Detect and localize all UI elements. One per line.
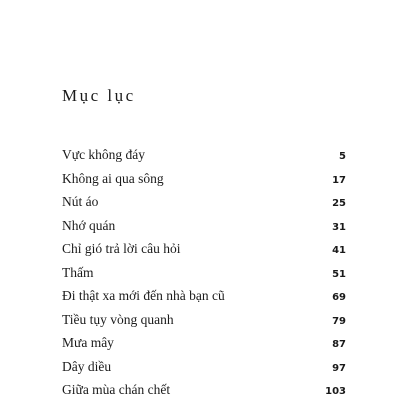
toc-entry — [62, 237, 346, 261]
toc-entry-title: Giữa mùa chán chết — [62, 382, 171, 397]
toc-entry — [62, 167, 346, 191]
toc-list — [62, 143, 346, 402]
toc-entry — [62, 143, 346, 167]
toc-entry-page: 51 — [332, 268, 346, 280]
toc-entry-title: Nút áo — [62, 194, 99, 209]
toc-entry — [62, 378, 346, 402]
toc-entry-title: Chỉ gió trả lời câu hỏi — [62, 241, 181, 256]
toc-entry-page: 41 — [332, 245, 346, 256]
toc-entry-page: 87 — [332, 339, 346, 350]
toc-entry-title: Mưa mây — [62, 335, 114, 350]
toc-entry — [62, 190, 346, 214]
toc-entry-page: 31 — [332, 221, 346, 233]
toc-entry-page: 17 — [332, 174, 346, 186]
toc-entry-page: 25 — [332, 198, 346, 209]
toc-entry-title: Không ai qua sông — [62, 170, 164, 186]
toc-entry-title: Đi thật xa mới đến nhà bạn cũ — [62, 288, 225, 303]
toc-entry-page: 69 — [332, 292, 346, 303]
toc-title: Mục lục — [62, 86, 136, 105]
toc-entry-page: 103 — [325, 386, 346, 397]
toc-entry-title: Nhớ quán — [62, 217, 116, 233]
toc-entry — [62, 214, 346, 238]
toc-entry — [62, 308, 346, 332]
toc-entry-title: Tiều tụy vòng quanh — [62, 311, 174, 327]
toc-entry-title: Vực không đáy — [62, 147, 146, 162]
toc-entry-title: Thấm — [62, 264, 94, 280]
toc-entry-page: 5 — [339, 151, 346, 162]
toc-entry — [62, 355, 346, 379]
toc-entry-title: Dây diều — [62, 358, 112, 374]
toc-entry-page: 97 — [332, 362, 346, 374]
toc-entry — [62, 284, 346, 308]
toc-entry — [62, 261, 346, 285]
toc-entry-page: 79 — [332, 315, 346, 327]
toc-entry — [62, 331, 346, 355]
